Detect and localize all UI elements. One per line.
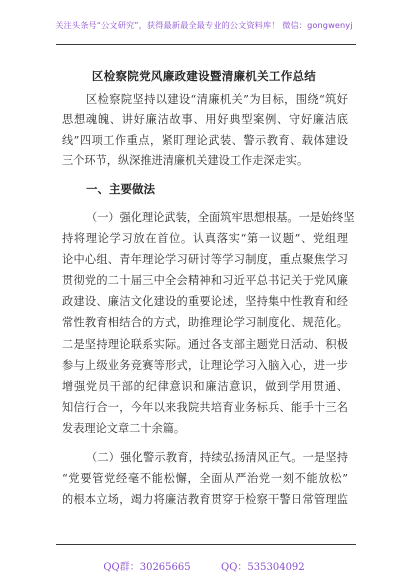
- para1-line: 政建设、廉洁文化建设的重要论述，坚持集中性教育和经: [62, 295, 348, 308]
- footer-contact: [0, 558, 408, 573]
- intro-line: 思想魂魄、讲好廉洁故事、用好典型案例、守好廉洁底: [62, 113, 348, 126]
- footer-qq-number: QQ：535304092: [221, 562, 305, 573]
- footer-qq-group: QQ群：30265665: [103, 562, 191, 573]
- footer-divider: [56, 544, 356, 545]
- para2-line: 的根本立场，竭力将廉洁教育贯穿于检察干警日常管理监: [62, 493, 348, 506]
- header-banner: 关注头条号“公文研究”，获得最新最全最专业的公文资料库！ 微信：gongwenyj: [55, 20, 353, 30]
- document-title: 区检察院党风廉政建设暨清廉机关工作总结: [91, 69, 317, 83]
- intro-line: 线”四项工作重点，紧盯理论武装、警示教育、载体建设: [62, 134, 348, 147]
- intro-line: 区检察院坚持以建设“清廉机关”为目标，围绕“筑好: [86, 93, 348, 106]
- para1-line: （一）强化理论武装，全面筑牢思想根基。一是始终坚: [86, 211, 355, 224]
- para1-line: 参与上级业务竞赛等形式，让理论学习入脑入心，进一步: [62, 359, 348, 372]
- para1-line: 发表理论文章二十余篇。: [62, 422, 186, 435]
- para1-line: 论中心组、青年理论学习研讨等学习制度，重点聚焦学习: [62, 253, 348, 266]
- para1-line: 常性教育相结合的方式，助推理论学习制度化、规范化。: [62, 316, 348, 329]
- para1-line: 增强党员干部的纪律意识和廉洁意识，做到学用贯通、: [62, 380, 348, 393]
- intro-line: 三个环节，纵深推进清廉机关建设工作走深走实。: [62, 154, 309, 167]
- section-heading: 一、主要做法: [86, 182, 155, 196]
- para2-line: “党要管党经毫不能松懈，全面从严治党一刻不能放松”: [62, 472, 348, 485]
- para2-line: （二）强化警示教育，持续弘扬清风正气。一是坚持: [86, 451, 348, 464]
- para1-line: 知信行合一，今年以来我院共培育业务标兵、能手十三名: [62, 401, 348, 414]
- para1-line: 贯彻党的二十届三中全会精神和习近平总书记关于党风廉: [62, 274, 348, 287]
- para1-line: 持将理论学习放在首位。认真落实“第一议题”、党组理: [62, 232, 348, 245]
- para1-line: 二是坚持理论联系实际。通过各支部主题党日活动、积极: [62, 338, 348, 351]
- header-divider: [56, 44, 356, 45]
